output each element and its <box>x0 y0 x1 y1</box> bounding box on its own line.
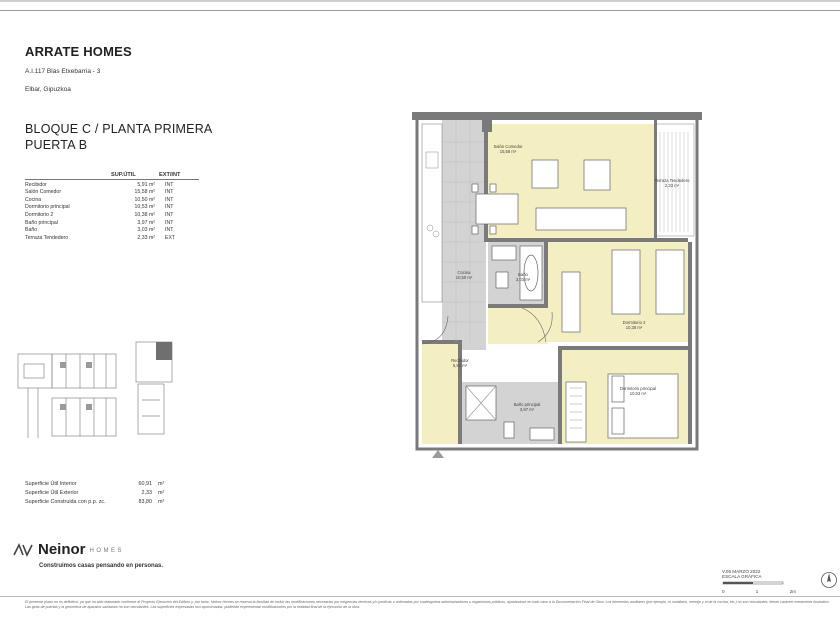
table-row <box>25 195 199 203</box>
total-row: Superficie Útil Interior 60,91 m² <box>25 481 165 487</box>
area-bano: 3,03 m² <box>515 277 531 282</box>
neinor-logo-icon <box>12 543 34 557</box>
room-name: Salón Comedor <box>25 189 62 196</box>
room-type: INT <box>165 181 174 188</box>
key-plan-highlight <box>156 342 172 360</box>
room-type: INT <box>165 211 174 218</box>
room-name: Terraza Tendedero <box>25 234 69 241</box>
label-recibidor: Recibidor <box>451 358 469 363</box>
room-area: 10,53 m² <box>134 204 155 211</box>
room-name: Dormitorio principal <box>25 204 70 211</box>
room-name: Cocina <box>25 196 42 203</box>
room-area: 10,38 m² <box>134 211 155 218</box>
room-area: 2,33 m² <box>137 234 155 241</box>
plan-title-2: PUERTA B <box>25 138 88 152</box>
room-area: 3,03 m² <box>137 227 155 234</box>
room-area: 5,91 m² <box>137 181 155 188</box>
company-title: ARRATE HOMES <box>25 44 132 59</box>
area-salon: 15,58 m² <box>499 149 517 154</box>
label-bano: Baño <box>518 272 528 277</box>
room-type: INT <box>165 189 174 196</box>
area-cocina: 10,50 m² <box>455 275 473 280</box>
room-type: INT <box>165 204 174 211</box>
kitchen-area <box>442 120 486 350</box>
scale-label: ESCALA GRÁFICA <box>722 574 762 580</box>
area-terraza: 2,33 m² <box>664 183 680 188</box>
scale-ticks: 0 1 2m <box>722 589 796 595</box>
label-cocina: Cocina <box>457 270 471 275</box>
plan-date: V.05 MARZO 2022 <box>722 569 761 574</box>
entrance-arrow <box>432 450 444 458</box>
date-block <box>722 569 802 595</box>
table-row <box>25 188 199 196</box>
room-name: Baño principal <box>25 219 58 226</box>
total-row: Superficie Construida con p.p. zc. 83,80 m² <box>25 499 165 505</box>
label-dorm-principal: Dormitorio principal <box>619 386 657 391</box>
plan-title-1: BLOQUE C / PLANTA PRIMERA <box>25 122 213 136</box>
brand-slogan: Construimos casas pensando en personas. <box>39 563 164 569</box>
area-dorm-principal: 10,53 m² <box>629 391 647 396</box>
page-border-line <box>0 10 840 11</box>
area-dorm2: 10,38 m² <box>625 325 643 330</box>
table-row <box>25 210 199 218</box>
label-dorm2: Dormitorio 2 <box>622 320 646 325</box>
north-arrow-icon <box>820 570 838 590</box>
footer-divider <box>0 596 840 597</box>
label-salon: Salón Comedor <box>493 144 523 149</box>
brand-name: Neinor <box>38 541 86 558</box>
address-line-2: Elbar, Gipuzkoa <box>25 86 71 93</box>
page-border-top <box>0 0 840 2</box>
table-row <box>25 226 199 234</box>
room-name: Recibidor <box>25 181 47 188</box>
neinor-logo <box>12 541 124 558</box>
room-type: INT <box>165 227 174 234</box>
label-bano-principal: Baño principal <box>513 402 541 407</box>
room-type: EXT <box>165 234 176 241</box>
col-sup-header: SUP.ÚTIL <box>111 172 159 180</box>
room-area: 3,97 m² <box>137 219 155 226</box>
table-row <box>25 203 199 211</box>
col-type-header: EXT/INT <box>159 172 199 180</box>
key-plan <box>16 340 181 440</box>
room-name: Dormitorio 2 <box>25 211 54 218</box>
total-row: Superficie Útil Exterior 2,33 m² <box>25 490 165 496</box>
surface-totals <box>25 481 178 508</box>
scale-bar <box>722 581 802 589</box>
areas-table-header <box>25 172 199 180</box>
area-recibidor: 5,91 m² <box>452 363 468 368</box>
floor-plan <box>412 112 712 467</box>
brand-sub: HOMES <box>89 548 125 554</box>
room-area: 10,50 m² <box>134 196 155 203</box>
room-type: INT <box>165 196 174 203</box>
room-name: Baño <box>25 227 38 234</box>
table-row <box>25 233 199 241</box>
room-area: 15,58 m² <box>134 189 155 196</box>
table-row <box>25 218 199 226</box>
table-row <box>25 180 199 188</box>
room-type: INT <box>165 219 174 226</box>
areas-table <box>25 172 199 241</box>
address-line-1: A.I.117 Blas Etxebarria - 3 <box>25 68 101 75</box>
label-terraza: Terraza Tendedero <box>654 178 690 183</box>
area-bano-principal: 3,97 m² <box>519 407 535 412</box>
legal-disclaimer: El presente plano no es definitivo, ya que ha sido elaborado conforme al Proyecto Ejecución del Edificio y, por tanto, Neinor Homes se reserva la facultad de incluir las modificaciones necesarias por exigencias técnicas y/o jurídicas u ordenadas por cualesquiera administraciones u organismos públicos, ajustándose en todo caso a la Documentación Final de Obra. Los elementos auxiliares (por ejemplo, el mobiliario, menaje y el de la cocina, etc.) no son vinculantes, tienen carácter meramente ilustrativo. Las girás de puertas y la geometría de aparatos sanitarios no son vinculantes. Las superficies expresadas son aproximadas, pudiendo experimentar modificaciones por la realidad final de la ejecución de la obra. <box>25 600 830 609</box>
